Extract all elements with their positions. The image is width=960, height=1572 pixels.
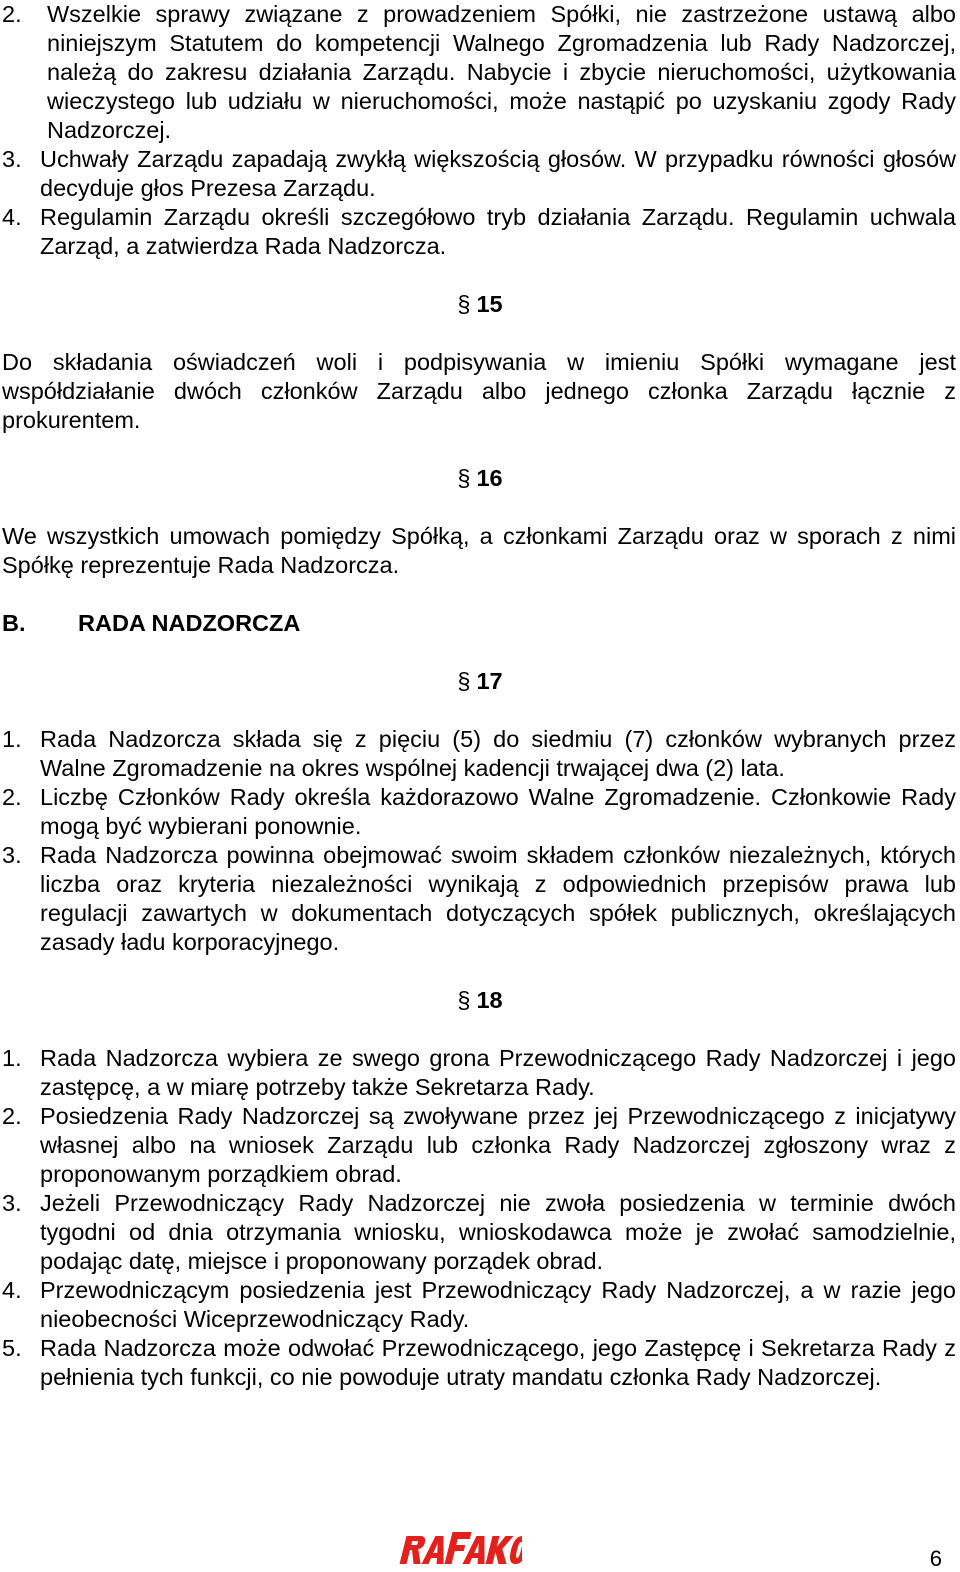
chapter-title: RADA NADZORCZA xyxy=(78,610,301,636)
item-number: 1. xyxy=(2,1045,22,1071)
section-mark: § xyxy=(457,987,471,1013)
item-text: Wszelkie sprawy związane z prowadzeniem Spółki, nie zastrzeżone ustawą albo niniejszym Statutem do kompetencji Walnego Zgromadzenia lub Rady Nadzorczej, należą do zakresu działania Zarządu. Nabycie i zbycie nieruchomości, użytkowania wieczystego lub udziału w nieruchomości, może nastąpić po uzyskaniu zgody Rady Nadzorczej. xyxy=(47,1,956,143)
item-text: Rada Nadzorcza powinna obejmować swoim składem członków niezależnych, których liczba oraz kryteria niezależności wynikają z odpowiednich przepisów prawa lub regulacji zawartych w dokumentach dotyczących spółek publicznych, określających zasady ładu korporacyjnego. xyxy=(40,842,956,955)
list-item xyxy=(0,1044,960,1102)
list-item xyxy=(0,145,960,203)
page-number: 6 xyxy=(929,1546,942,1571)
item-number: 2. xyxy=(2,1,22,27)
item-number: 2. xyxy=(2,1103,22,1129)
list-item xyxy=(0,203,960,261)
section-mark: § xyxy=(457,668,471,694)
section-17-list xyxy=(0,725,960,957)
rafako-logo xyxy=(398,1530,522,1566)
section-mark: § xyxy=(457,465,471,491)
list-item xyxy=(0,1102,960,1189)
item-text: Rada Nadzorcza wybiera ze swego grona Przewodniczącego Rady Nadzorczej i jego zastępcę, a w miarę potrzeby także Sekretarza Rady. xyxy=(40,1045,956,1100)
section-16-text: We wszystkich umowach pomiędzy Spółką, a członkami Zarządu oraz w sporach z nimi Spółkę reprezentuje Rada Nadzorcza. xyxy=(2,523,956,578)
section-number: 15 xyxy=(476,291,503,317)
section-heading-18 xyxy=(0,986,960,1015)
section-heading-17 xyxy=(0,667,960,696)
item-text: Liczbę Członków Rady określa każdorazowo Walne Zgromadzenie. Członkowie Rady mogą być wybierani ponownie. xyxy=(40,784,956,839)
item-text: Rada Nadzorcza składa się z pięciu (5) do siedmiu (7) członków wybranych przez Walne Zgromadzenie na okres wspólnej kadencji trwającej dwa (2) lata. xyxy=(40,726,956,781)
section-heading-16 xyxy=(0,464,960,493)
list-item xyxy=(0,1334,960,1392)
section-number: 18 xyxy=(476,987,503,1013)
item-text: Regulamin Zarządu określi szczegółowo tryb działania Zarządu. Regulamin uchwala Zarząd, a zatwierdza Rada Nadzorcza. xyxy=(40,204,956,259)
section-heading-15 xyxy=(0,290,960,319)
item-text: Jeżeli Przewodniczący Rady Nadzorczej nie zwoła posiedzenia w terminie dwóch tygodni od dnia otrzymania wniosku, wnioskodawca może je zwołać samodzielnie, podając datę, miejsce i proponowany porządek obrad. xyxy=(40,1190,956,1274)
section-number: 16 xyxy=(476,465,503,491)
item-number: 3. xyxy=(2,1190,22,1216)
chapter-heading xyxy=(0,609,960,638)
item-number: 1. xyxy=(2,726,22,752)
section-15-text: Do składania oświadczeń woli i podpisywania w imieniu Spółki wymagane jest współdziałanie dwóch członków Zarządu albo jednego członka Zarządu łącznie z prokurentem. xyxy=(2,349,956,433)
list-item xyxy=(0,1189,960,1276)
top-list xyxy=(0,0,960,261)
item-text: Rada Nadzorcza może odwołać Przewodniczącego, jego Zastępcę i Sekretarza Rady z pełnienia tych funkcji, co nie powoduje utraty mandatu członka Rady Nadzorczej. xyxy=(40,1335,956,1390)
item-number: 4. xyxy=(2,204,22,230)
item-number: 5. xyxy=(2,1335,22,1361)
item-number: 3. xyxy=(2,842,22,868)
section-mark: § xyxy=(457,291,471,317)
item-number: 2. xyxy=(2,784,22,810)
item-text: Przewodniczącym posiedzenia jest Przewodniczący Rady Nadzorczej, a w razie jego nieobecności Wiceprzewodniczący Rady. xyxy=(40,1277,956,1332)
item-number: 4. xyxy=(2,1277,22,1303)
item-text: Posiedzenia Rady Nadzorczej są zwoływane przez jej Przewodniczącego z inicjatywy własnej albo na wniosek Zarządu lub członka Rady Nadzorczej zgłoszony wraz z proponowanym porządkiem obrad. xyxy=(40,1103,956,1187)
chapter-letter: B. xyxy=(2,610,26,636)
section-number: 17 xyxy=(476,668,503,694)
item-text: Uchwały Zarządu zapadają zwykłą większością głosów. W przypadku równości głosów decyduje głos Prezesa Zarządu. xyxy=(40,146,956,201)
list-item xyxy=(0,1276,960,1334)
section-18-list xyxy=(0,1044,960,1392)
list-item xyxy=(0,0,960,145)
list-item xyxy=(0,725,960,783)
item-number: 3. xyxy=(2,146,22,172)
list-item xyxy=(0,783,960,841)
list-item xyxy=(0,841,960,957)
